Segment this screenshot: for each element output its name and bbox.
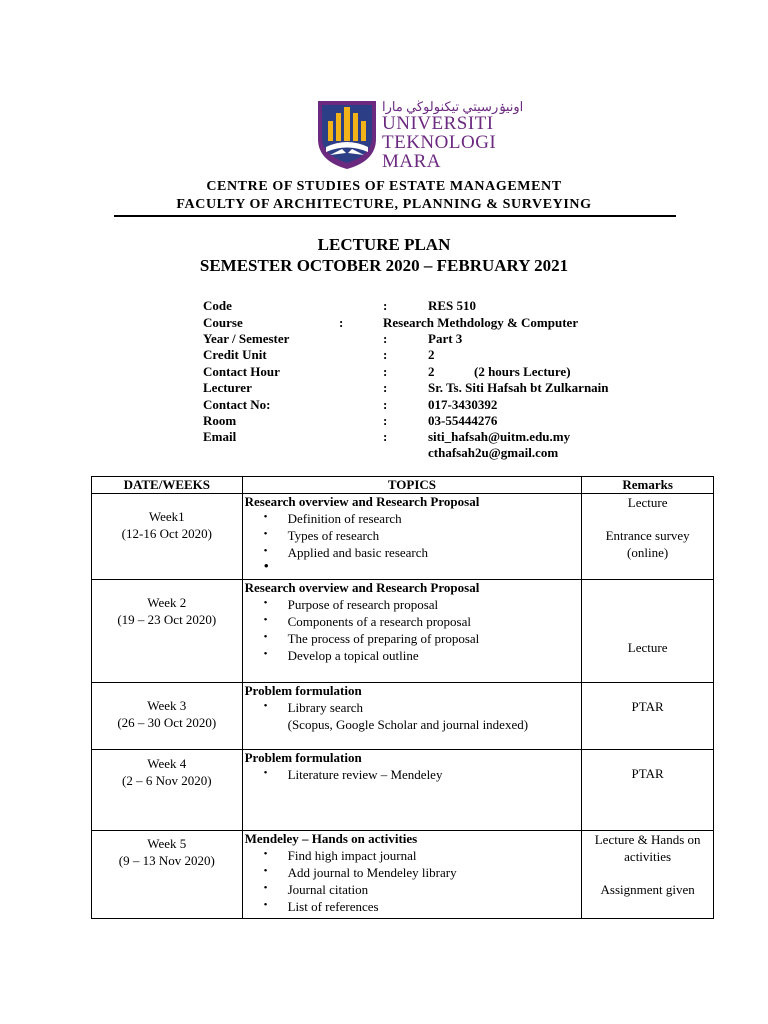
table-header-row	[92, 477, 714, 494]
info-value: Research Methdology & Computer	[383, 315, 579, 330]
week-label: Week 2	[147, 595, 187, 610]
week-dates: (12-16 Oct 2020)	[121, 526, 212, 541]
info-colon: :	[339, 315, 344, 330]
remarks-cell	[582, 683, 714, 750]
info-colon: :	[383, 397, 388, 412]
week-cell	[92, 494, 243, 580]
topic-heading: Research overview and Research Proposal	[244, 494, 480, 509]
topics-cell	[242, 580, 582, 683]
remarks-cell	[582, 580, 714, 683]
topics-cell	[242, 683, 582, 750]
info-label: Contact No:	[203, 397, 271, 412]
centre-heading: CENTRE OF STUDIES OF ESTATE MANAGEMENT	[206, 179, 562, 194]
list-item: • Add journal to Mendeley library	[288, 864, 582, 881]
list-item: • Definition of research	[288, 510, 582, 527]
info-colon: :	[383, 429, 388, 444]
topic-heading: Problem formulation	[244, 683, 362, 698]
info-colon: :	[383, 364, 388, 379]
info-value: 2	[428, 347, 435, 362]
remark-text: PTAR	[631, 766, 664, 781]
week-cell	[92, 750, 243, 831]
logo-text-line: MARA	[382, 151, 442, 172]
week-label: Week1	[148, 509, 185, 524]
info-value: 03-55444276	[428, 413, 498, 428]
week-label: Week 3	[147, 698, 187, 713]
topic-list	[243, 510, 582, 578]
topic-note: (Scopus, Google Scholar and journal indexed)	[287, 717, 529, 732]
info-value: Part 3	[428, 331, 463, 346]
remark-text: PTAR	[631, 699, 664, 714]
list-item: • Find high impact journal	[288, 847, 582, 864]
info-colon: :	[383, 380, 388, 395]
week-dates: (9 – 13 Nov 2020)	[118, 853, 215, 868]
remarks-cell	[582, 494, 714, 580]
remarks-cell	[582, 831, 714, 919]
list-item: • Applied and basic research	[288, 544, 582, 561]
topics-cell	[242, 494, 582, 580]
remark-text: Assignment given	[600, 882, 695, 897]
topics-cell	[242, 750, 582, 831]
info-value: siti_hafsah@uitm.edu.my	[428, 429, 571, 444]
table-row	[92, 683, 714, 750]
remark-text: Lecture	[627, 495, 668, 510]
header-divider	[114, 215, 676, 217]
week-cell	[92, 831, 243, 919]
info-label: Code	[203, 298, 232, 313]
week-cell	[92, 580, 243, 683]
info-colon: :	[383, 347, 388, 362]
lecture-plan-table	[91, 476, 714, 919]
column-header: TOPICS	[242, 477, 582, 494]
info-value: 2	[428, 364, 435, 379]
info-colon: :	[383, 413, 388, 428]
info-label: Course	[203, 315, 243, 330]
info-label: Room	[203, 413, 237, 428]
topic-list	[243, 766, 582, 783]
list-item: • Purpose of research proposal	[288, 596, 582, 613]
list-item: • The process of preparing of proposal	[288, 630, 582, 647]
info-label: Contact Hour	[203, 364, 280, 379]
list-item: • Develop a topical outline	[288, 647, 582, 664]
list-item: • Types of research	[288, 527, 582, 544]
info-value: RES 510	[428, 298, 477, 313]
list-item: • Library search	[288, 699, 582, 716]
info-colon: :	[383, 331, 388, 346]
logo-jawi-text: اونيۏرسيتي تيكنولوڬي مارا	[382, 99, 524, 114]
week-dates: (19 – 23 Oct 2020)	[117, 612, 217, 627]
table-row	[92, 750, 714, 831]
remark-text: Entrance survey (online)	[605, 528, 690, 560]
week-label: Week 4	[147, 756, 187, 771]
remark-text: Lecture & Hands on activities	[594, 832, 701, 864]
topic-list	[243, 699, 582, 716]
week-label: Week 5	[147, 836, 187, 851]
week-cell	[92, 683, 243, 750]
empty-list-item	[288, 561, 582, 578]
info-value: 017-3430392	[428, 397, 498, 412]
uitm-logo	[316, 99, 524, 172]
table-row	[92, 831, 714, 919]
week-dates: (26 – 30 Oct 2020)	[117, 715, 217, 730]
logo-text-line: TEKNOLOGI	[382, 132, 497, 153]
topics-cell	[242, 831, 582, 919]
week-dates: (2 – 6 Nov 2020)	[122, 773, 212, 788]
list-item: • Literature review – Mendeley	[288, 766, 582, 783]
topic-heading: Mendeley – Hands on activities	[244, 831, 418, 846]
topic-list	[243, 847, 582, 915]
info-value: Sr. Ts. Siti Hafsah bt Zulkarnain	[428, 380, 609, 395]
uitm-crest-icon	[316, 99, 378, 171]
column-header: DATE/WEEKS	[92, 477, 243, 494]
list-item: • Components of a research proposal	[288, 613, 582, 630]
logo-text-line: UNIVERSITI	[382, 113, 494, 134]
list-item: • Journal citation	[288, 881, 582, 898]
column-header: Remarks	[582, 477, 714, 494]
faculty-heading: FACULTY OF ARCHITECTURE, PLANNING & SURVEYING	[176, 197, 592, 212]
document-title: LECTURE PLAN	[317, 235, 451, 254]
info-value: cthafsah2u@gmail.com	[428, 445, 559, 460]
remark-text: Lecture	[627, 640, 668, 655]
topic-heading: Problem formulation	[244, 750, 362, 765]
info-label: Year / Semester	[203, 331, 290, 346]
table-row	[92, 580, 714, 683]
topic-heading: Research overview and Research Proposal	[244, 580, 480, 595]
info-colon: :	[383, 298, 388, 313]
table-row	[92, 494, 714, 580]
remarks-cell	[582, 750, 714, 831]
info-label: Email	[203, 429, 237, 444]
info-label: Lecturer	[203, 380, 252, 395]
semester-title: SEMESTER OCTOBER 2020 – FEBRUARY 2021	[199, 256, 569, 275]
list-item: • List of references	[288, 898, 582, 915]
info-label: Credit Unit	[203, 347, 267, 362]
topic-list	[243, 596, 582, 664]
info-value-extra: (2 hours Lecture)	[474, 364, 571, 379]
